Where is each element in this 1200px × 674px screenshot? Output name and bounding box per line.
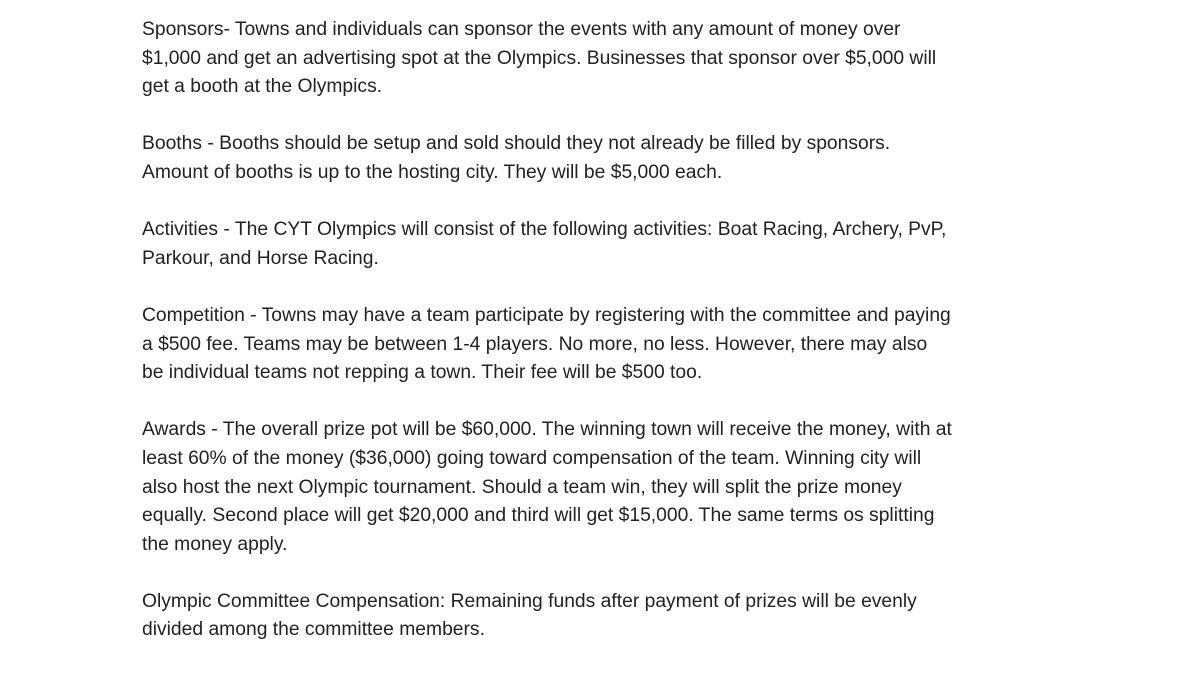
paragraph-booths: Booths - Booths should be setup and sold should they not already be filled by sponsors. Amount of booths is up to the hosting city. They will be $5,000 each. [142,133,891,183]
paragraph-committee-compensation: Olympic Committee Compensation: Remaining funds after payment of prizes will be evenly divided among the committee members. [142,590,917,641]
paragraph-competition: Competition - Towns may have a team participate by registering with the committee and paying a $500 fee. Teams may be between 1-4 players. No more, no less. However, there may also be individual teams not repping a town. Their fee will be $500 too. [142,304,951,384]
paragraph-activities: Activities - The CYT Olympics will consist of the following activities: Boat Racing, Archery, PvP, Parkour, and Horse Racing. [142,219,947,269]
paragraph-awards: Awards - The overall prize pot will be $60,000. The winning town will receive the money, with at least 60% of the money ($36,000) going toward compensation of the team. Winning city will also host the next Olympic tournament. Should a team win, they will split the prize money equally. Second place will get $20,000 and third will get $15,000. The same terms os splitting the money apply. [142,419,952,555]
paragraph-sponsors: Sponsors- Towns and individuals can sponsor the events with any amount of money over $1,000 and get an advertising spot at the Olympics. Businesses that sponsor over $5,000 will get a booth at the Olympics. [142,19,937,98]
document-body [142,16,1072,674]
